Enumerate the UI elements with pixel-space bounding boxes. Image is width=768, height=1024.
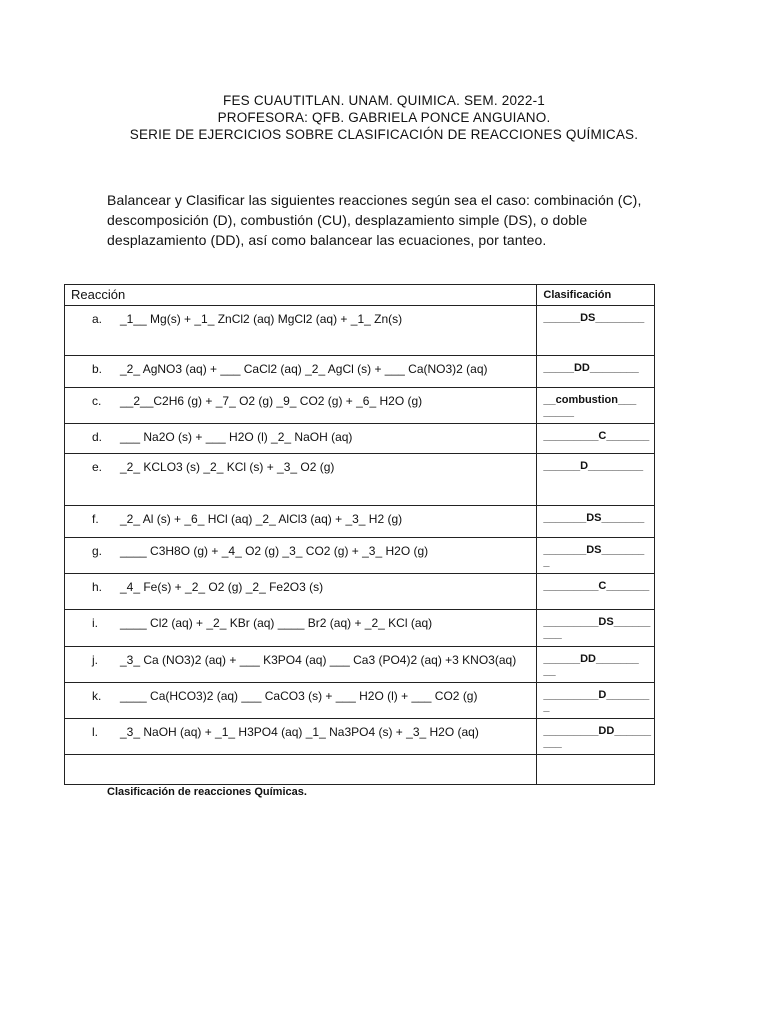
classification-cell <box>537 719 655 755</box>
classification-text: _________C_______ <box>543 430 650 442</box>
classification-cell <box>537 755 655 785</box>
table-row <box>65 538 655 574</box>
table-row <box>65 424 655 454</box>
row-label: c. <box>92 394 102 408</box>
column-header-reaction: Reacción <box>65 285 537 306</box>
row-label: f. <box>92 512 99 526</box>
equation-cell <box>65 506 537 538</box>
equation-text: ____ C3H8O (g) + _4_ O2 (g) _3_ CO2 (g) + _3_ H2O (g) <box>120 544 429 558</box>
table-row <box>65 574 655 610</box>
equation-text: __2__C2H6 (g) + _7_ O2 (g) _9_ CO2 (g) + _6_ H2O (g) <box>120 394 423 408</box>
table-row <box>65 306 655 356</box>
classification-cell <box>537 506 655 538</box>
row-label: b. <box>92 362 103 376</box>
equation-cell <box>65 306 537 356</box>
table-row <box>65 755 655 785</box>
equation-text: ___ Na2O (s) + ___ H2O (l) _2_ NaOH (aq) <box>120 430 353 444</box>
equation-text: _2_ KCLO3 (s) _2_ KCl (s) + _3_ O2 (g) <box>120 460 335 474</box>
classification-cell <box>537 610 655 647</box>
equation-cell <box>65 538 537 574</box>
row-label: h. <box>92 580 103 594</box>
equation-cell <box>65 574 537 610</box>
table-header-row <box>65 285 655 306</box>
table-row <box>65 356 655 388</box>
table-row <box>65 506 655 538</box>
classification-cell <box>537 356 655 388</box>
table-row <box>65 610 655 647</box>
equation-cell <box>65 356 537 388</box>
classification-text: ______DD_______ __ <box>543 653 639 677</box>
equation-cell <box>65 610 537 647</box>
equation-text: _3_ NaOH (aq) + _1_ H3PO4 (aq) _1_ Na3PO4 (s) + _3_ H2O (aq) <box>120 725 479 739</box>
equation-cell <box>65 755 537 785</box>
classification-cell <box>537 538 655 574</box>
table-row <box>65 388 655 424</box>
classification-cell <box>537 388 655 424</box>
classification-cell <box>537 683 655 719</box>
equation-text: _3_ Ca (NO3)2 (aq) + ___ K3PO4 (aq) ___ Ca3 (PO4)2 (aq) +3 KNO3(aq) <box>120 653 517 667</box>
classification-cell <box>537 454 655 506</box>
row-label: k. <box>92 689 102 703</box>
classification-text: _______DS_______ _ <box>543 544 645 568</box>
footer-caption: Clasificación de reacciones Químicas. <box>107 786 307 798</box>
classification-text: _________D_______ _ <box>543 689 650 713</box>
equation-text: ____ Ca(HCO3)2 (aq) ___ CaCO3 (s) + ___ H2O (l) + ___ CO2 (g) <box>120 689 478 703</box>
equation-cell <box>65 388 537 424</box>
document-header <box>0 92 768 143</box>
equation-text: _2_ Al (s) + _6_ HCl (aq) _2_ AlCl3 (aq) + _3_ H2 (g) <box>120 512 403 526</box>
classification-text: _________DD______ ___ <box>543 725 652 749</box>
equation-cell <box>65 719 537 755</box>
equation-cell <box>65 424 537 454</box>
table-row <box>65 454 655 506</box>
equation-text: ____ Cl2 (aq) + _2_ KBr (aq) ____ Br2 (aq) + _2_ KCl (aq) <box>120 616 433 630</box>
row-label: g. <box>92 544 103 558</box>
header-line-3: SERIE DE EJERCICIOS SOBRE CLASIFICACIÓN DE REACCIONES QUÍMICAS. <box>129 127 639 142</box>
equation-text: _1__ Mg(s) + _1_ ZnCl2 (aq) MgCl2 (aq) + _1_ Zn(s) <box>120 312 403 326</box>
row-label: d. <box>92 430 103 444</box>
table-row <box>65 647 655 683</box>
column-header-classification: Clasificación <box>537 285 655 306</box>
equation-text: _2_ AgNO3 (aq) + ___ CaCl2 (aq) _2_ AgCl (s) + ___ Ca(NO3)2 (aq) <box>120 362 488 376</box>
classification-text: ______D_________ <box>543 460 644 472</box>
row-label: j. <box>92 653 98 667</box>
classification-text: _______DS_______ <box>543 512 645 524</box>
classification-cell <box>537 647 655 683</box>
reactions-table <box>64 284 655 785</box>
classification-text: __combustion___ _____ <box>543 394 637 418</box>
classification-cell <box>537 306 655 356</box>
instructions: Balancear y Clasificar las siguientes reacciones según sea el caso: combinación (C), descomposición (D), combustión (CU), desplazamiento simple (DS), o doble desplazamiento (DD), así como balancear las ecuaciones, por tanteo. <box>107 192 642 248</box>
equation-text: _4_ Fe(s) + _2_ O2 (g) _2_ Fe2O3 (s) <box>120 580 324 594</box>
classification-text <box>537 755 654 761</box>
equation-cell <box>65 454 537 506</box>
table-row <box>65 719 655 755</box>
header-line-2: PROFESORA: QFB. GABRIELA PONCE ANGUIANO. <box>217 110 551 125</box>
equation-cell <box>65 647 537 683</box>
classification-text: _________DS______ ___ <box>543 616 651 640</box>
row-label: e. <box>92 460 103 474</box>
table-row <box>65 683 655 719</box>
classification-text: ______DS________ <box>543 312 645 324</box>
row-label: i. <box>92 616 98 630</box>
header-line-1: FES CUAUTITLAN. UNAM. QUIMICA. SEM. 2022-1 <box>223 93 545 108</box>
row-label: a. <box>92 312 103 326</box>
classification-cell <box>537 574 655 610</box>
row-label: l. <box>92 725 98 739</box>
classification-text: _____DD________ <box>543 362 639 374</box>
classification-text: _________C_______ <box>543 580 650 592</box>
classification-cell <box>537 424 655 454</box>
equation-cell <box>65 683 537 719</box>
